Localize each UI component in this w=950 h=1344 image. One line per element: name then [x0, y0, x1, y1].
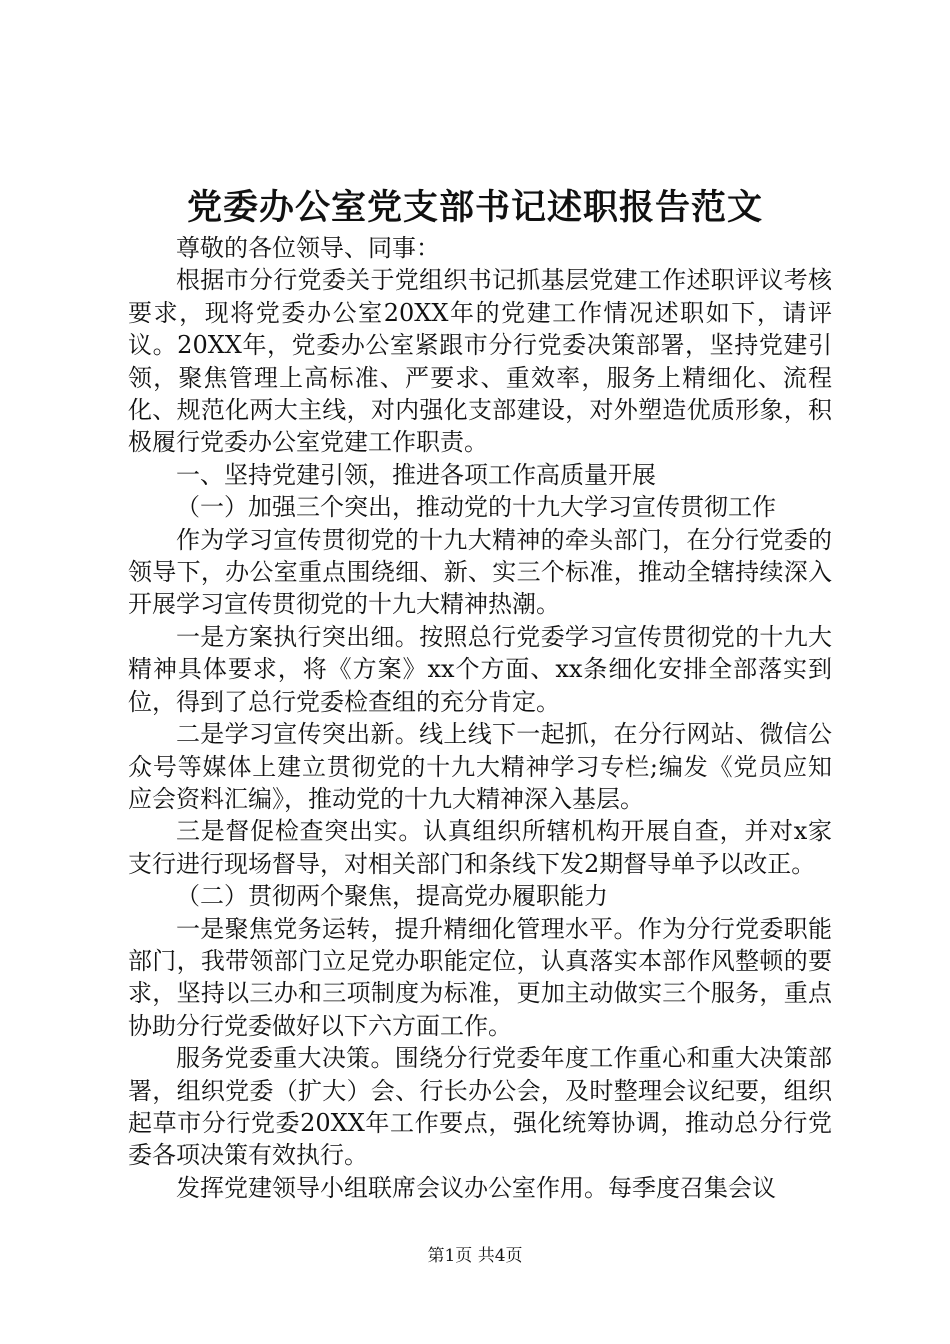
document-title: 党委办公室党支部书记述职报告范文	[186, 187, 763, 228]
paragraph: 二是学习宣传突出新。线上线下一起抓，在分行网站、微信公众号等媒体上建立贯彻党的十九大精神学习专栏;编发《党员应知应会资料汇编》，推动党的十九大精神深入基层。	[128, 720, 832, 813]
subsection-heading-1: （一）加强三个突出，推动党的十九大学习宣传贯彻工作	[176, 493, 776, 522]
section-heading-1: 一、坚持党建引领，推进各项工作高质量开展	[176, 460, 656, 489]
salutation: 尊敬的各位领导、同事：	[176, 234, 440, 262]
paragraph: 三是督促检查突出实。认真组织所辖机构开展自查，并对x家支行进行现场督导，对相关部门和条线下发2期督导单予以改正。	[128, 817, 832, 878]
paragraph-intro: 根据市分行党委关于党组织书记抓基层党建工作述职评议考核要求，现将党委办公室20XX年的党建工作情况述职如下，请评议。20XX年，党委办公室紧跟市分行党委决策部署，坚持党建引领，聚焦管理上高标准、严要求、重效率，服务上精细化、流程化、规范化两大主线，对内强化支部建设，对外塑造优质形象，积极履行党委办公室党建工作职责。	[128, 266, 832, 457]
paragraph: 发挥党建领导小组联席会议办公室作用。每季度召集会议	[176, 1173, 776, 1202]
paragraph: 一是聚焦党务运转，提升精细化管理水平。作为分行党委职能部门，我带领部门立足党办职能定位，认真落实本部作风整顿的要求，坚持以三办和三项制度为标准，更加主动做实三个服务，重点协助分行党委做好以下六方面工作。	[128, 914, 832, 1040]
paragraph: 作为学习宣传贯彻党的十九大精神的牵头部门，在分行党委的领导下，办公室重点围绕细、新、实三个标准，推动全辖持续深入开展学习宣传贯彻党的十九大精神热潮。	[128, 525, 832, 619]
subsection-heading-2: （二）贯彻两个聚焦，提高党办履职能力	[176, 882, 608, 911]
paragraph: 服务党委重大决策。围绕分行党委年度工作重心和重大决策部署，组织党委（扩大）会、行长办公会，及时整理会议纪要，组织起草市分行党委20XX年工作要点，强化统筹协调，推动总分行党委各项决策有效执行。	[128, 1044, 832, 1170]
document-body	[128, 232, 832, 1204]
paragraph: 一是方案执行突出细。按照总行党委学习宣传贯彻党的十九大精神具体要求，将《方案》xx个方面、xx条细化安排全部落实到位，得到了总行党委检查组的充分肯定。	[128, 622, 832, 716]
page-number: 第1页 共4页	[427, 1246, 523, 1266]
